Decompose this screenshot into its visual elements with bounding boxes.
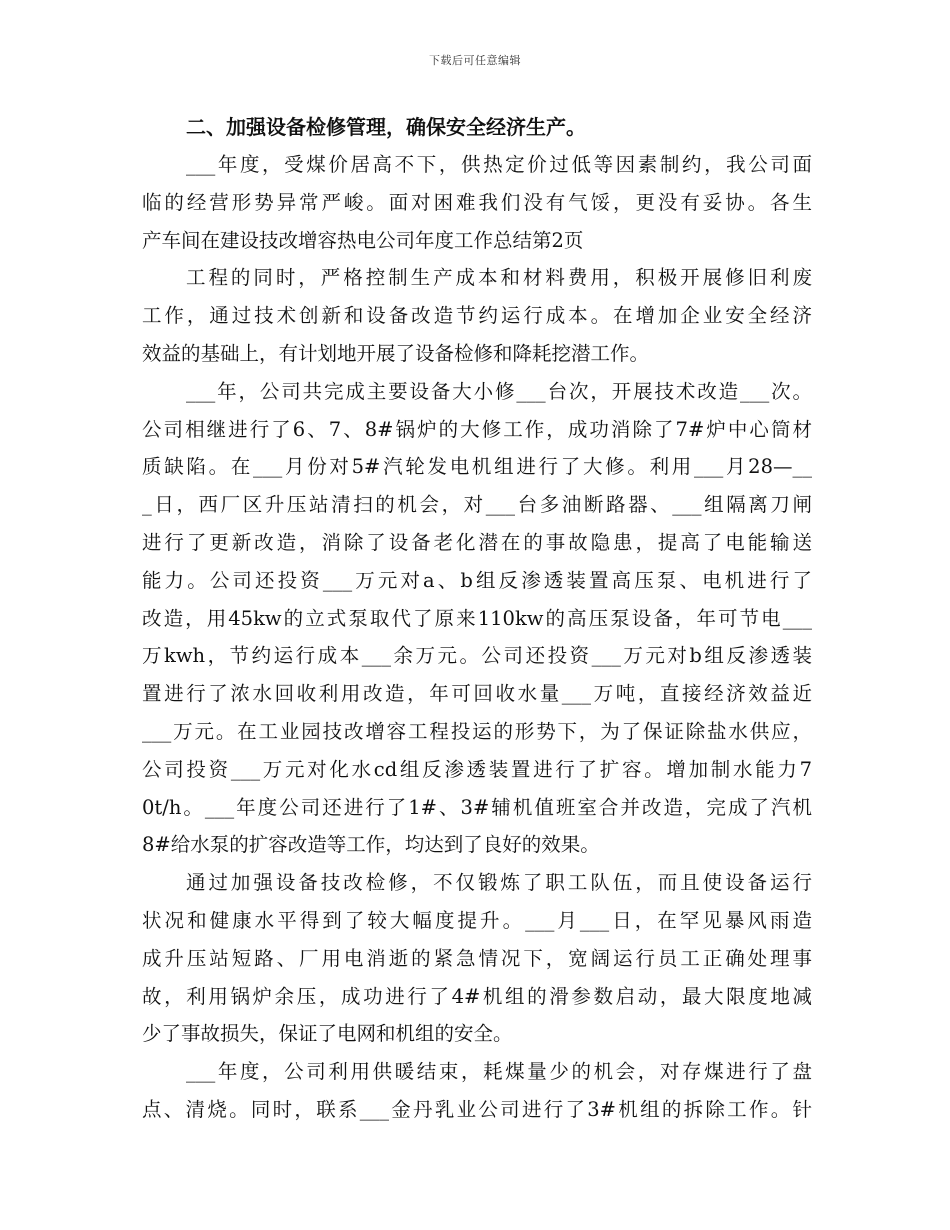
text-line: 8#给水泵的扩容改造等工作，均达到了良好的效果。 [142, 833, 600, 857]
section-heading: 二、加强设备检修管理，确保安全经济生产。 [186, 115, 586, 139]
document-body [142, 108, 812, 1129]
text-line: 进行了更新改造，消除了设备老化潜在的事故隐患，提高了电能输送 [142, 530, 812, 554]
text-line: 工作，通过技术创新和设备改造节约运行成本。在增加企业安全经济 [142, 304, 812, 328]
text-line: 通过加强设备技改检修，不仅锻炼了职工队伍，而且使设备运行 [186, 871, 812, 895]
text-line: 成升压站短路、厂用电消逝的紧急情况下，宽阔运行员工正确处理事 [142, 946, 812, 970]
text-line: 临的经营形势异常严峻。面对困难我们没有气馁，更没有妥协。各生 [142, 190, 812, 214]
text-line: ___年，公司共完成主要设备大小修___台次，开展技术改造___次。 [186, 379, 812, 403]
text-line: _日，西厂区升压站清扫的机会，对___台多油断路器、___组隔离刀闸 [142, 493, 812, 517]
text-line: 故，利用锅炉余压，成功进行了4#机组的滑参数启动，最大限度地减 [142, 984, 812, 1008]
text-line: 质缺陷。在___月份对5#汽轮发电机组进行了大修。利用___月28—__ [142, 455, 812, 479]
text-line: ___年度，公司利用供暖结束，耗煤量少的机会，对存煤进行了盘 [186, 1060, 812, 1084]
text-line: ___万元。在工业园技改增容工程投运的形势下，为了保证除盐水供应， [142, 719, 812, 743]
text-line: 改造，用45kw的立式泵取代了原来110kw的高压泵设备，年可节电___ [142, 606, 812, 630]
text-line: 公司相继进行了6、7、8#锅炉的大修工作，成功消除了7#炉中心筒材 [142, 417, 812, 441]
text-line: 产车间在建设技改增容热电公司年度工作总结第2页 [142, 228, 584, 252]
text-line: 状况和健康水平得到了较大幅度提升。___月___日，在罕见暴风雨造 [142, 908, 812, 932]
text-line: 工程的同时，严格控制生产成本和材料费用，积极开展修旧利废 [186, 266, 812, 290]
text-line: 效益的基础上，有计划地开展了设备检修和降耗挖潜工作。 [142, 341, 650, 365]
text-line: 置进行了浓水回收利用改造，年可回收水量___万吨，直接经济效益近 [142, 682, 812, 706]
text-line: 公司投资___万元对化水cd组反渗透装置进行了扩容。增加制水能力7 [142, 757, 812, 781]
text-line: 点、清烧。同时，联系___金丹乳业公司进行了3#机组的拆除工作。针 [142, 1097, 812, 1121]
text-line: 少了事故损失，保证了电网和机组的安全。 [142, 1022, 513, 1046]
text-line: ___年度，受煤价居高不下，供热定价过低等因素制约，我公司面 [186, 153, 812, 176]
text-line: 0t/h。___年度公司还进行了1#、3#辅机值班室合并改造，完成了汽机 [142, 795, 812, 819]
text-line: 万kwh，节约运行成本___余万元。公司还投资___万元对b组反渗透装 [142, 644, 812, 668]
page-header: 下载后可任意编辑 [429, 54, 521, 67]
paragraph-lines [142, 146, 812, 1129]
text-line: 能力。公司还投资___万元对a、b组反渗透装置高压泵、电机进行了 [142, 568, 812, 592]
